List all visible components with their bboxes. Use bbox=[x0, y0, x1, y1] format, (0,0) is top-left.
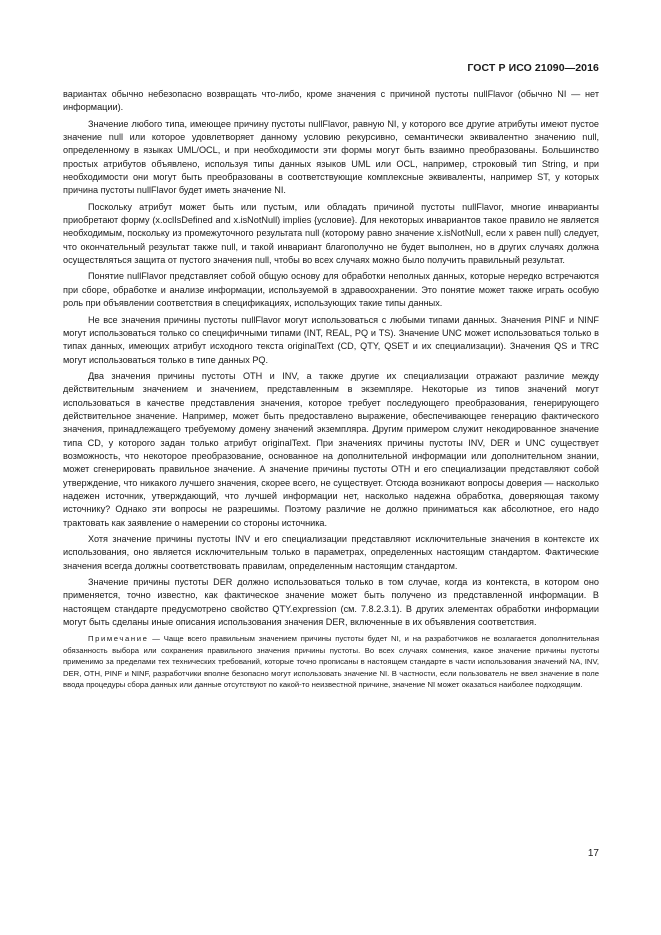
paragraph-oth-inv: Два значения причины пустоты OTH и INV, а также другие их специализации отражают различие между действительным значением и значением, представленным в экземпляре. Некоторые из типов значений могут использоваться в качестве представления значения, которое требует последующего преобразования, генерирующего действительное значение. Например, может быть предоставлено выражение, обеспечивающее генерацию фактического значения, принадлежащего требуемому домену значений экземпляра. Другим примером служит некодированное значение типа CD, у которого задан только атрибут originalText. При значениях причины пустоты INV, DER и UNC существует возможность, что некоторое преобразование, основанное на дополнительной информации или дополнительном знании, может сгенерировать правильное значение. А значение причины пустоты OTH и его специализации представляют собой утверждение, что никакого лучшего значения, скорее всего, не существует. Отсюда возникают вопросы доверия — насколько надежен источник, утверждающий, что лучшей информации нет, насколько надежна обработка, доверяющая такому источнику? Однако эти вопросы не разрешимы. Поэтому различие не должно приниматься как абсолютное, его надо трактовать как заявление о намерении со стороны источника. bbox=[63, 370, 599, 528]
paragraph-inv-exceptional: Хотя значение причины пустоты INV и его специализации представляют исключительные значения в контексте их использования, оно является исключительным только в параметрах, определенных настоящим стандартом. Фактические значения всегда должны соответствовать правилам, определенным настоящим стандартом. bbox=[63, 534, 599, 571]
note-text: — Чаще всего правильным значением причины пустоты будет NI, и на разработчиков не возлагается дополнительная обязанность выбора или сохранения правильного значения причины пустоты. Во всех случаях сомнения, какое значение причины пустоты применимо за пределами тех технических требований, которые точно прописаны в настоящем стандарте в части использования значений NA, INV, DER, OTH, PINF и NINF, разработчики вполне безопасно могут использовать значение NI. В частности, если пользователь не ввел значение в поле ввода процедуры сбора данных или данные отсутствуют по какой-то неизвестной причине, значение NI может оказаться наиболее подходящим. bbox=[63, 634, 599, 690]
note-block bbox=[63, 633, 599, 690]
paragraph-type-restrictions: Не все значения причины пустоты nullFlavor могут использоваться с любыми типами данных. Значения PINF и NINF могут использоваться только со специфичными типами (INT, REAL, PQ и TS). Значение UNC может использоваться только в типах данных, имеющих атрибут исходного текста originalText (CD, QTY, QSET и их специализации). Значения QS и TRC могут использоваться только в типе данных PQ. bbox=[63, 314, 599, 365]
paragraph-nullflavor-concept: Понятие nullFlavor представляет собой общую основу для обработки неполных данных, которые нередко встречаются при сборе, обработке и анализе информации, используемой в здравоохранении. Это понятие может также играть особую роль при объявлении соответствия в спецификациях, использующих такие типы данных. bbox=[63, 271, 599, 309]
standard-header: ГОСТ Р ИСО 21090—2016 bbox=[467, 62, 599, 74]
paragraph-der-usage: Значение причины пустоты DER должно использоваться только в том случае, когда из контекста, в котором оно применяется, точно известно, как фактическое значение может быть получено из представленной информации. В настоящем стандарте предусмотрено свойство QTY.expression (см. 7.8.2.3.1). В других элементах обработки информации могут быть сделаны иные описания использования значения DER, включенные в их объявления соответствия. bbox=[63, 577, 599, 628]
paragraph-invariants: Поскольку атрибут может быть или пустым, или обладать причиной пустоты nullFlavor, многие инварианты приобретают форму (x.oclIsDefined and x.isNotNull) implies {условие}. Для некоторых инвариантов такое правило не является необходимым, поскольку из промежуточного результата null (которому равно значение x.isNotNull, если x равен null) следует, что окончательный результат также null, и такой инвариант благополучно не будет выполнен, но в других случаях должна осуществляться защита от пустого значения null, чтобы во всех случаях можно было получить правильный результат. bbox=[63, 201, 599, 266]
paragraph-ni-equivalence: Значение любого типа, имеющее причину пустоты nullFlavor, равную NI, у которого все другие атрибуты имеют пустое значение null или которое удовлетворяет данному условию рекурсивно, семантически эквивалентно значению null, определенному в языках UML/OCL, и при необходимости эти формы могут быть взаимно преобразованы. Большинство простых атрибутов объявлено, используя типы данных языков UML или OCL, например, строковый тип String, и при необходимости они могут быть преобразованы в соответствующие комплексные эквиваленты, например ST, у которых причина пустоты nullFlavor будет иметь значение NI. bbox=[63, 118, 599, 196]
note-label: Примечание bbox=[88, 634, 149, 644]
paragraph-continuation: вариантах обычно небезопасно возвращать что-либо, кроме значения с причиной пустоты nullFlavor (обычно NI — нет информации). bbox=[63, 89, 599, 113]
page-number: 17 bbox=[587, 848, 599, 859]
document-body bbox=[63, 88, 599, 690]
